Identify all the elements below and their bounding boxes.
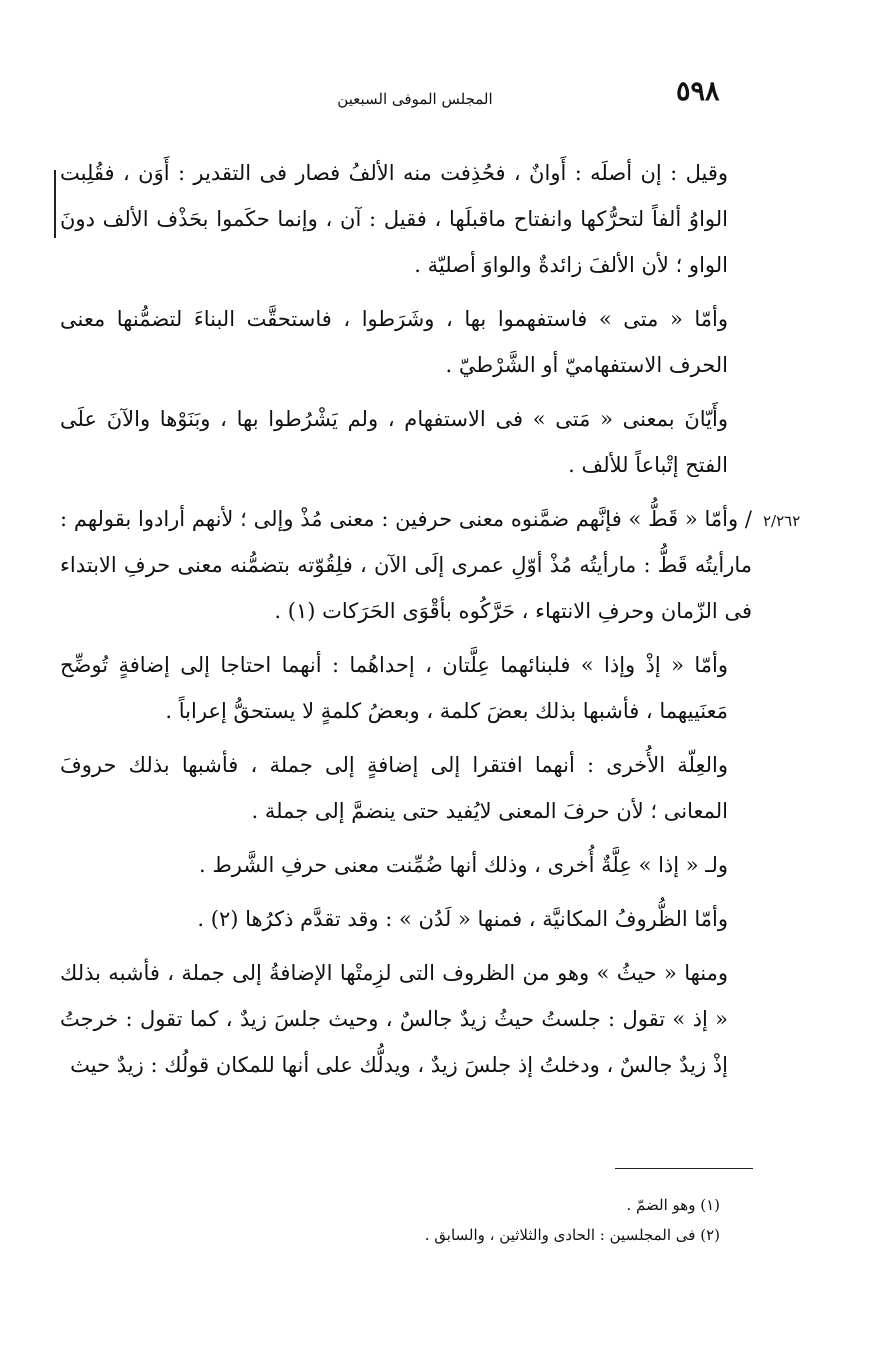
footnote-1: (١) وهو الضمّ . — [626, 1196, 720, 1214]
paragraph-2: وأمّا « متى » فاستفهموا بها ، وشَرَطوا ، فاستحقَّت البناءَ لتضمُّنها معنى الحرف الاستفهاميّ أو الشَّرْطيّ . — [60, 307, 728, 377]
paragraph-6: والعِلّة الأُخرى : أنهما افتقرا إلى إضافةٍ إلى جملة ، فأشبها بذلك حروفَ المعانى ؛ لأن حرفَ المعنى لايُفيد حتى ينضمَّ إلى جملة . — [60, 753, 728, 823]
footnote-rule — [615, 1168, 753, 1169]
margin-bar — [54, 170, 56, 238]
page-number: ٥٩٨ — [676, 76, 720, 107]
paragraph-1: وقيل : إن أصلَه : أَوانٌ ، فحُذِفت منه الألفُ فصار فى التقدير : أَوَن ، فقُلِبت الواوُ ألفاً لتحرُّكها وانفتاح ماقبلَها ، فقيل : آن ، وإنما حكَموا بحَذْف الألف دونَ الواو ؛ لأن الألفَ زائدةٌ والواوَ أصليّة . — [60, 161, 728, 277]
paragraph-8: وأمّا الظُّروفُ المكانيَّة ، فمنها « لَدُن » : وقد تقدَّم ذكرُها (٢) . — [197, 907, 728, 931]
paragraph-5: وأمّا « إذْ وإذا » فلبنائهما عِلَّتان ، إحداهُما : أنهما احتاجا إلى إضافةٍ تُوضِّح مَعنَييهما ، فأشبها بذلك بعضَ كلمة ، وبعضُ كلمةٍ لا يستحقُّ إعراباً . — [60, 653, 728, 723]
paragraph-9: ومنها « حيثُ » وهو من الظروف التى لزِمتْها الإضافةُ إلى جملة ، فأشبه بذلك « إذ » تقول : جلستُ حيثُ زيدٌ جالسٌ ، وحيث جلسَ زيدٌ ، كما تقول : خرجتُ إذْ زيدٌ جالسٌ ، ودخلتُ إذ جلسَ زيدٌ ، ويدلُّك على أنها للمكان قولُك : زيدٌ حيث — [60, 961, 728, 1077]
body-text — [60, 150, 752, 1096]
paragraph-4: / وأمّا « قَطُّ » فإنَّهم ضمَّنوه معنى حرفين : معنى مُذْ وإلى ؛ لأنهم أرادوا بقولهم : مارأيتُه قَطُّ : مارأيتُه مُذْ أوّلِ عمرى إلَى الآن ، فلِقُوّته بتضمُّنه معنى حرفِ الابتداء فى الزّمان وحرفِ الانتهاء ، حَرَّكُوه بأقْوَى الحَرَكات (١) . — [60, 507, 752, 623]
footnote-2: (٢) فى المجلسين : الحادى والثلاثين ، والسابق . — [424, 1226, 720, 1244]
footnotes — [200, 1190, 720, 1250]
margin-reference: ٢/٢٦٢ — [763, 512, 801, 530]
running-header: المجلس الموفى السبعين — [337, 90, 493, 108]
paragraph-7: ولـ « إذا » عِلَّةٌ أُخرى ، وذلك أنها ضُمِّنت معنى حرفِ الشَّرط . — [198, 853, 728, 877]
paragraph-3: وأَيّانَ بمعنى « مَتى » فى الاستفهام ، ولم يَشْرُطوا بها ، وبَنَوْها والآنَ علَى الفتح إتْباعاً للألف . — [60, 407, 728, 477]
